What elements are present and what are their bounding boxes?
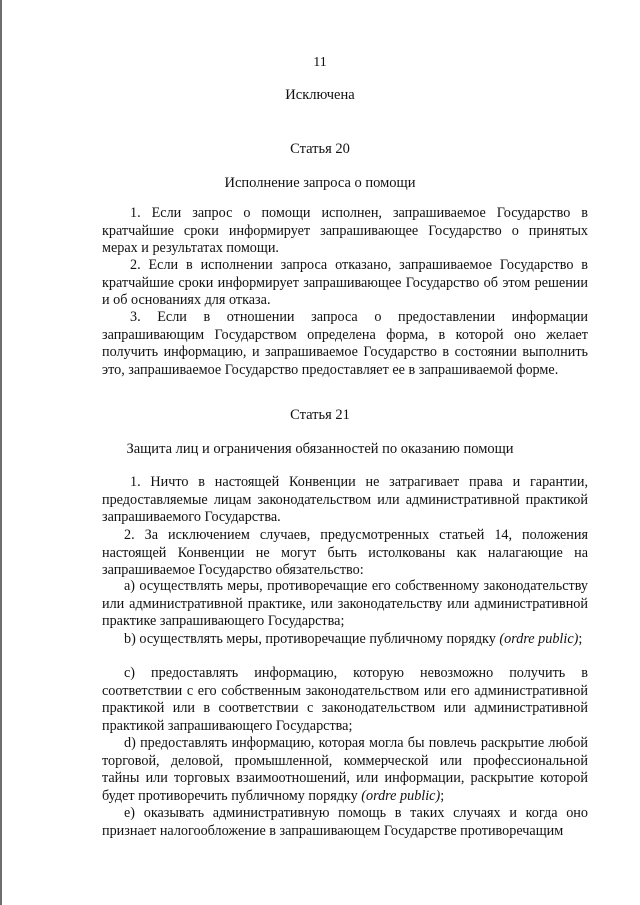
article-21-paragraph-2: 2. За исключением случаев, предусмотренных статьей 14, положения настоящей Конвенции не могут быть истолкованы как налагающие на запрашиваемое Государство обязательство: (102, 527, 588, 579)
article-21-item-d (102, 735, 588, 805)
article-21-item-c: c) предоставлять информацию, которую невозможно получить в соответствии с его собственным законодательством или его административной практикой или в соответствии с законодательством или административной практикой запрашивающего Государства; (102, 665, 588, 734)
item-d-italic: (ordre public) (361, 787, 441, 804)
item-b-italic: (ordre public) (499, 631, 579, 647)
article-21-subtitle: Защита лиц и ограничения обязанностей по оказанию помощи (126, 441, 514, 457)
article-21-title: Статья 21 (290, 407, 350, 423)
item-d-text: d) предоставлять информацию, которая могла бы повлечь раскрытие любой торговой, деловой, промышленной, коммерческой или профессиональной тайны или торговых взаимоотношений, или информации, раскрытие которой будет противоречить публичному порядку (102, 735, 588, 804)
page-number: 11 (313, 55, 327, 70)
item-b-text: b) осуществлять меры, противоречащие публичному порядку (124, 631, 496, 647)
article-20-paragraph-3: 3. Если в отношении запроса о предоставлении информации запрашивающим Государством определена форма, в которой оно желает получить информацию, и запрашиваемое Государство в состоянии выполнить это, запрашиваемое Государство предоставляет ее в запрашиваемой форме. (102, 309, 588, 378)
article-20-paragraph-2: 2. Если в исполнении запроса отказано, запрашиваемое Государство в кратчайшие сроки информирует запрашивающее Государство об этом решении и об основаниях для отказа. (102, 257, 588, 309)
article-21-item-b (102, 631, 588, 649)
article-20-subtitle: Исполнение запроса о помощи (224, 175, 416, 191)
article-21-item-e: e) оказывать административную помощь в таких случаях и когда оно признает налогообложение в запрашивающем Государстве противоречащим (102, 805, 588, 839)
excluded-note: Исключена (285, 87, 355, 103)
article-21-paragraph-1: 1. Ничто в настоящей Конвенции не затрагивает права и гарантии, предоставляемые лицам законодательством или административной практикой запрашиваемого Государства. (102, 474, 588, 526)
item-b-end: ; (578, 631, 583, 647)
article-20-title: Статья 20 (290, 141, 350, 157)
article-20-paragraph-1: 1. Если запрос о помощи исполнен, запрашиваемое Государство в кратчайшие сроки информирует запрашивающее Государство о принятых мерах и результатах помощи. (102, 205, 588, 257)
article-21-item-a: a) осуществлять меры, противоречащие его собственному законодательству или административной практике, или законодательству или административной практике запрашивающего Государства; (102, 578, 588, 630)
item-d-end: ; (440, 787, 445, 804)
